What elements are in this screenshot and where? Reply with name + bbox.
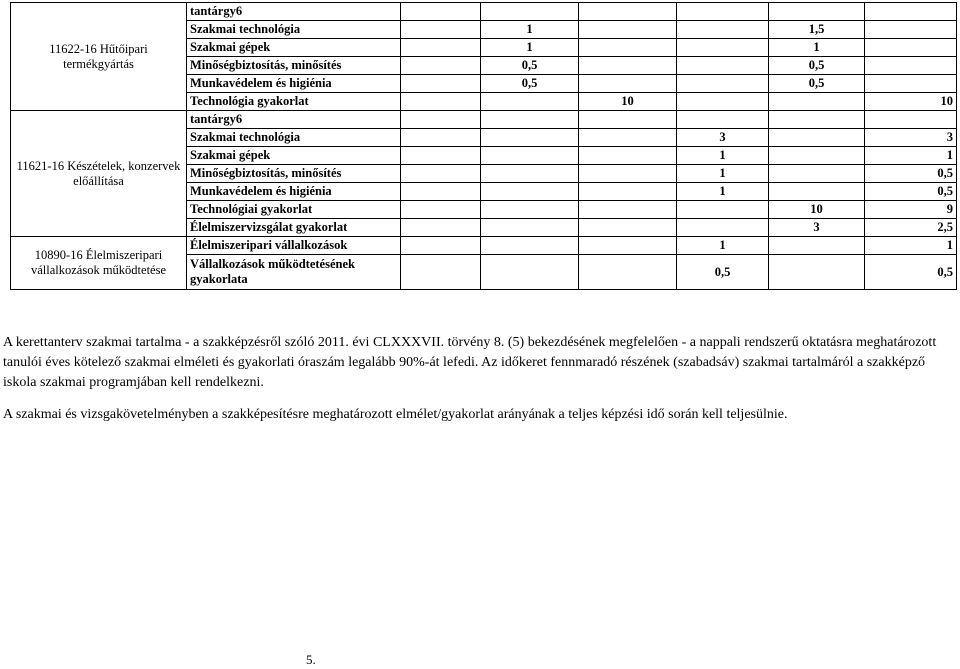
- page-number: 5.: [306, 652, 316, 667]
- subject-cell: Munkavédelem és higiénia: [187, 183, 401, 201]
- hours-cell: [481, 93, 579, 111]
- subject-cell: Minőségbiztosítás, minősítés: [187, 165, 401, 183]
- hours-cell: [769, 111, 865, 129]
- hours-cell: [579, 39, 677, 57]
- hours-cell: [677, 57, 769, 75]
- hours-cell: [579, 21, 677, 39]
- curriculum-table-body: [11, 3, 957, 290]
- hours-cell: [677, 21, 769, 39]
- hours-cell: [865, 39, 957, 57]
- hours-cell: 10: [865, 93, 957, 111]
- hours-cell: [401, 57, 481, 75]
- hours-cell: 0,5: [865, 255, 957, 290]
- hours-cell: 3: [769, 219, 865, 237]
- subject-cell: Élelmiszeripari vállalkozások: [187, 237, 401, 255]
- hours-cell: [579, 201, 677, 219]
- hours-cell: 3: [865, 129, 957, 147]
- hours-cell: [769, 147, 865, 165]
- hours-cell: 0,5: [677, 255, 769, 290]
- hours-cell: [579, 165, 677, 183]
- hours-cell: 0,5: [865, 165, 957, 183]
- subject-cell: Technológiai gyakorlat: [187, 201, 401, 219]
- hours-cell: [401, 75, 481, 93]
- hours-cell: [769, 255, 865, 290]
- hours-cell: [769, 3, 865, 21]
- hours-cell: [579, 147, 677, 165]
- hours-cell: [401, 237, 481, 255]
- module-name-cell: 11621-16 Készételek, konzervek előállítása: [11, 111, 187, 237]
- module-name-cell: 10890-16 Élelmiszeripari vállalkozások működtetése: [11, 237, 187, 290]
- hours-cell: [579, 183, 677, 201]
- hours-cell: 1: [481, 21, 579, 39]
- hours-cell: [401, 129, 481, 147]
- hours-cell: [769, 93, 865, 111]
- hours-cell: 0,5: [481, 57, 579, 75]
- hours-cell: [677, 111, 769, 129]
- hours-cell: [401, 21, 481, 39]
- subject-cell: tantárgy6: [187, 3, 401, 21]
- hours-cell: [481, 219, 579, 237]
- hours-cell: [579, 75, 677, 93]
- hours-cell: 10: [769, 201, 865, 219]
- hours-cell: [579, 255, 677, 290]
- table-row: [11, 111, 957, 129]
- subject-cell: Munkavédelem és higiénia: [187, 75, 401, 93]
- hours-cell: 1: [769, 39, 865, 57]
- hours-cell: [579, 111, 677, 129]
- hours-cell: [579, 129, 677, 147]
- hours-cell: [865, 111, 957, 129]
- hours-cell: [769, 165, 865, 183]
- hours-cell: [481, 147, 579, 165]
- hours-cell: 1: [481, 39, 579, 57]
- subject-cell: Élelmiszervizsgálat gyakorlat: [187, 219, 401, 237]
- hours-cell: [865, 3, 957, 21]
- hours-cell: 10: [579, 93, 677, 111]
- table-row: [11, 3, 957, 21]
- subject-cell: Szakmai gépek: [187, 39, 401, 57]
- paragraph-ratio: A szakmai és vizsgakövetelményben a szakképesítésre meghatározott elmélet/gyakorlat arányának a teljes képzési idő során kell teljesülnie.: [3, 407, 788, 422]
- hours-cell: 0,5: [865, 183, 957, 201]
- hours-cell: [401, 255, 481, 290]
- hours-cell: [481, 183, 579, 201]
- hours-cell: [401, 111, 481, 129]
- hours-cell: [401, 3, 481, 21]
- hours-cell: [401, 165, 481, 183]
- hours-cell: [769, 237, 865, 255]
- hours-cell: [401, 93, 481, 111]
- hours-cell: 1: [865, 237, 957, 255]
- subject-cell: Minőségbiztosítás, minősítés: [187, 57, 401, 75]
- hours-cell: [579, 219, 677, 237]
- hours-cell: [481, 237, 579, 255]
- hours-cell: 0,5: [481, 75, 579, 93]
- hours-cell: [481, 129, 579, 147]
- hours-cell: [401, 219, 481, 237]
- hours-cell: [481, 111, 579, 129]
- table-row: [11, 237, 957, 255]
- hours-cell: [481, 201, 579, 219]
- hours-cell: [401, 147, 481, 165]
- hours-cell: [677, 201, 769, 219]
- hours-cell: 1: [677, 147, 769, 165]
- hours-cell: [579, 3, 677, 21]
- subject-cell: Vállalkozások működtetésének gyakorlata: [187, 255, 401, 290]
- hours-cell: [865, 57, 957, 75]
- hours-cell: [865, 21, 957, 39]
- hours-cell: 1: [677, 183, 769, 201]
- hours-cell: [677, 39, 769, 57]
- hours-cell: 0,5: [769, 75, 865, 93]
- hours-cell: 1,5: [769, 21, 865, 39]
- hours-cell: [677, 3, 769, 21]
- subject-cell: Szakmai technológia: [187, 21, 401, 39]
- subject-cell: tantárgy6: [187, 111, 401, 129]
- hours-cell: 3: [677, 129, 769, 147]
- hours-cell: [579, 237, 677, 255]
- subject-cell: Szakmai technológia: [187, 129, 401, 147]
- subject-cell: Technológia gyakorlat: [187, 93, 401, 111]
- hours-cell: 9: [865, 201, 957, 219]
- module-name-cell: 11622-16 Hűtőipari termékgyártás: [11, 3, 187, 111]
- paragraph-framework: A kerettanterv szakmai tartalma - a szakképzésről szóló 2011. évi CLXXXVII. törvény 8. (5) bekezdésének megfelelően - a nappali rendszerű oktatásra meghatározott tanulói éves kötelező szakmai elméleti és gyakorlati óraszám legalább 90%-át lefedi. Az időkeret fennmaradó részének (szabadsáv) szakmai tartalmáról a szakképző iskola szakmai programjában kell rendelkezni.: [3, 335, 937, 390]
- hours-cell: [401, 201, 481, 219]
- hours-cell: [865, 75, 957, 93]
- hours-cell: 1: [865, 147, 957, 165]
- hours-cell: 1: [677, 165, 769, 183]
- hours-cell: [401, 183, 481, 201]
- hours-cell: [677, 75, 769, 93]
- hours-cell: [401, 39, 481, 57]
- subject-cell: Szakmai gépek: [187, 147, 401, 165]
- hours-cell: 0,5: [769, 57, 865, 75]
- hours-cell: [677, 93, 769, 111]
- curriculum-table: [10, 2, 957, 290]
- hours-cell: 1: [677, 237, 769, 255]
- hours-cell: [579, 57, 677, 75]
- hours-cell: 2,5: [865, 219, 957, 237]
- hours-cell: [769, 183, 865, 201]
- hours-cell: [481, 165, 579, 183]
- hours-cell: [481, 3, 579, 21]
- hours-cell: [481, 255, 579, 290]
- hours-cell: [769, 129, 865, 147]
- hours-cell: [677, 219, 769, 237]
